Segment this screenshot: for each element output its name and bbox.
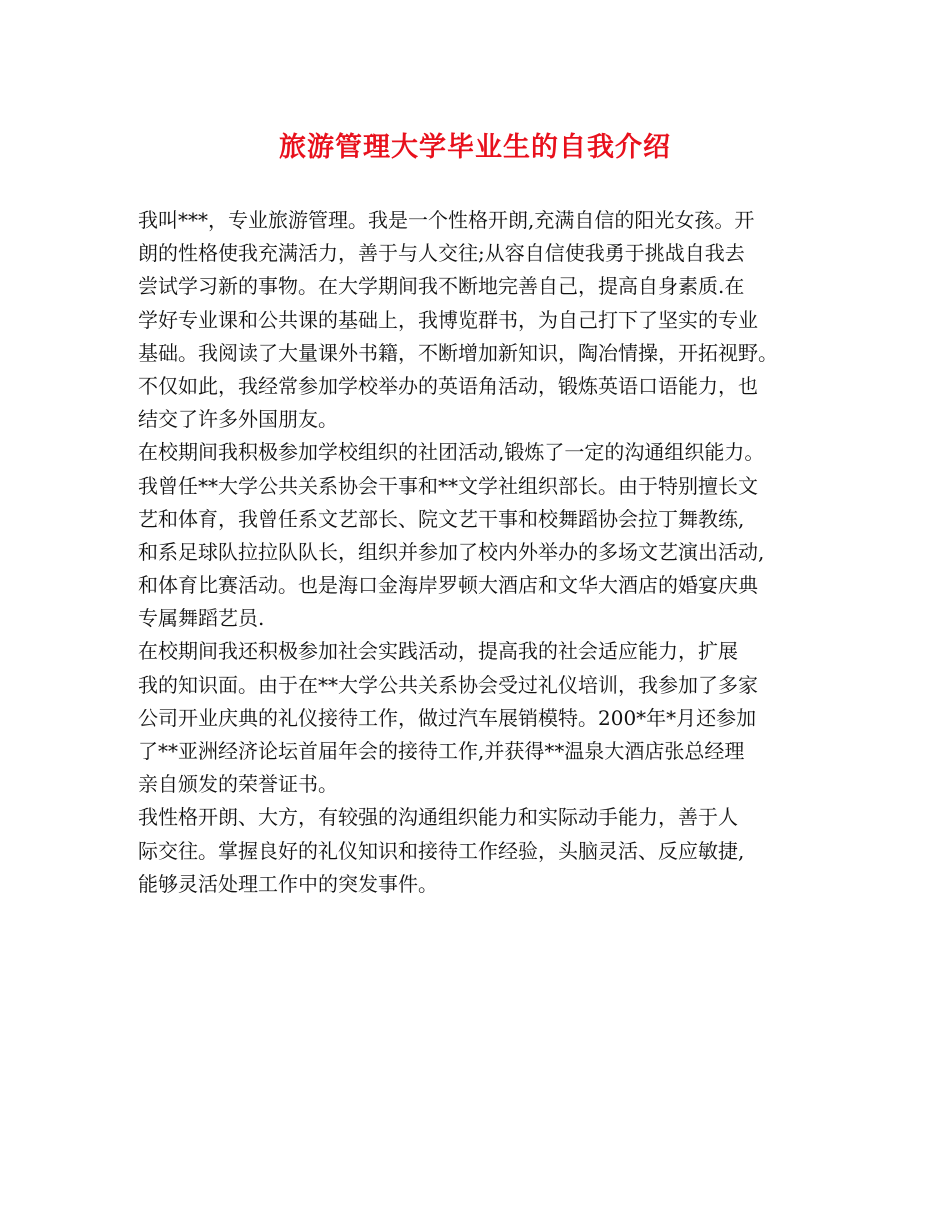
body-line: 结交了许多外国朋友。 [138, 407, 338, 432]
body-line: 我叫***，专业旅游管理。我是一个性格开朗,充满自信的阳光女孩。开 [138, 208, 755, 232]
document-title: 旅游管理大学毕业生的自我介绍 [279, 132, 671, 163]
body-line: 尝试学习新的事物。在大学期间我不断地完善自己，提高自身素质.在 [138, 274, 745, 299]
body-line: 际交往。掌握良好的礼仪知识和接待工作经验，头脑灵活、反应敏捷, [138, 838, 745, 863]
body-line: 和系足球队拉拉队队长，组织并参加了校内外举办的多场文艺演出活动, [138, 539, 765, 564]
body-line: 和体育比赛活动。也是海口金海岸罗顿大酒店和文华大酒店的婚宴庆典 [138, 573, 758, 598]
body-line: 专属舞蹈艺员. [138, 606, 265, 631]
body-line: 艺和体育，我曾任系文艺部长、院文艺干事和校舞蹈协会拉丁舞教练, [138, 506, 745, 531]
body-line: 我的知识面。由于在**大学公共关系协会受过礼仪培训，我参加了多家 [138, 672, 758, 697]
body-line: 在校期间我还积极参加社会实践活动，提高我的社会适应能力，扩展 [138, 639, 738, 664]
body-line: 公司开业庆典的礼仪接待工作，做过汽车展销模特。200*年*月还参加 [138, 705, 757, 730]
body-line: 亲自颁发的荣誉证书。 [138, 772, 338, 797]
body-line: 能够灵活处理工作中的突发事件。 [138, 871, 438, 896]
document-body [138, 204, 818, 901]
body-line: 我性格开朗、大方，有较强的沟通组织能力和实际动手能力，善于人 [138, 805, 738, 830]
body-line: 学好专业课和公共课的基础上，我博览群书，为自己打下了坚实的专业 [138, 307, 758, 332]
body-line: 我曾任**大学公共关系协会干事和**文学社组织部长。由于特别擅长文 [138, 473, 758, 498]
body-line: 朗的性格使我充满活力，善于与人交往;从容自信使我勇于挑战自我去 [138, 241, 745, 266]
body-line: 在校期间我积极参加学校组织的社团活动,锻炼了一定的沟通组织能力。 [138, 440, 765, 465]
body-line: 了**亚洲经济论坛首届年会的接待工作,并获得**温泉大酒店张总经理 [138, 739, 745, 763]
body-line: 基础。我阅读了大量课外书籍，不断增加新知识，陶冶情操，开拓视野。 [138, 340, 778, 365]
body-line: 不仅如此，我经常参加学校举办的英语角活动，锻炼英语口语能力，也 [138, 373, 758, 398]
